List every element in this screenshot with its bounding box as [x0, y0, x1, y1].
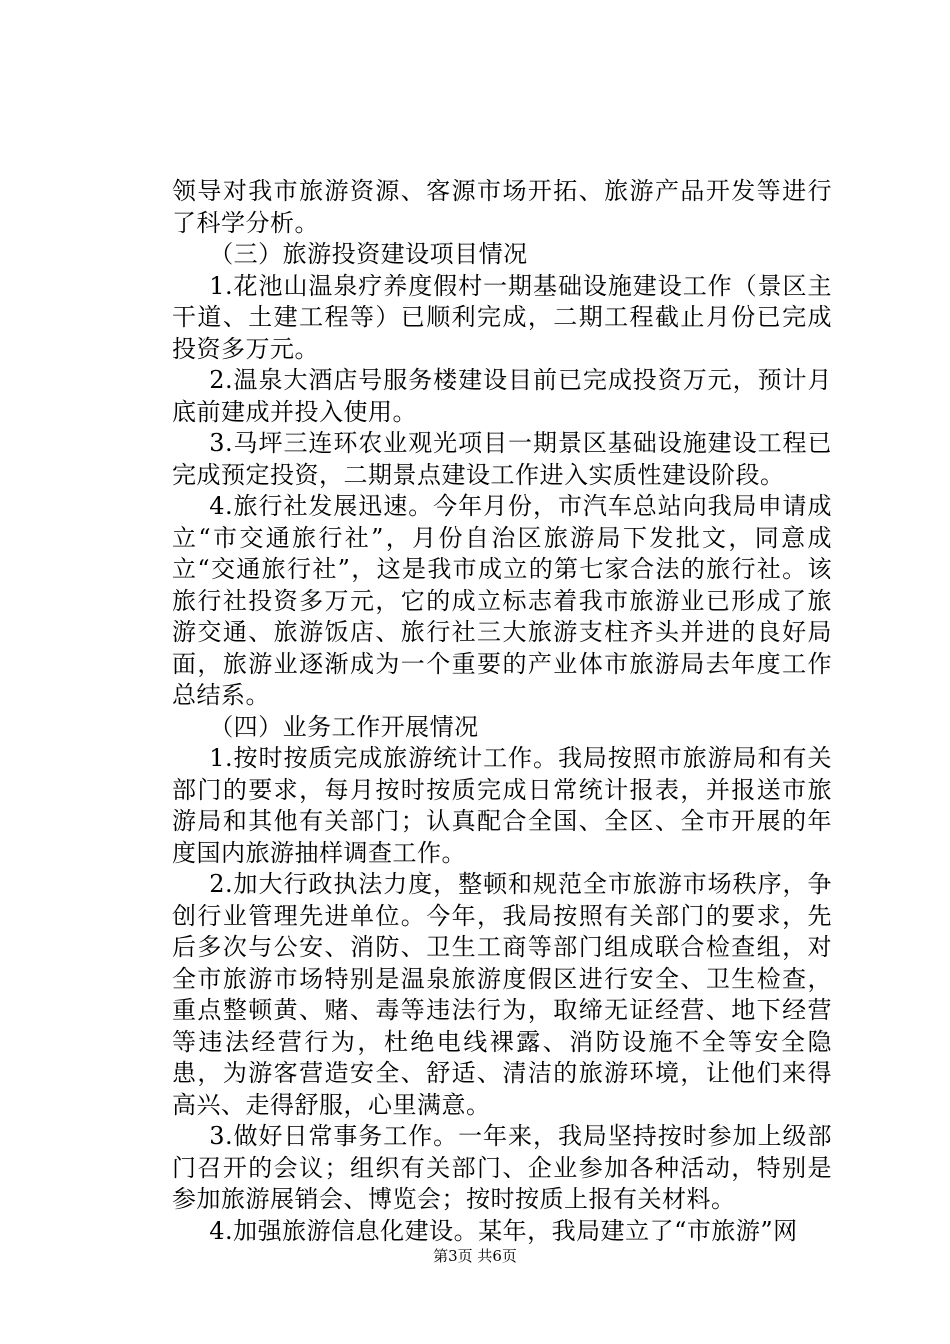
list-item-project-1: 1.花池山温泉疗养度假村一期基础设施建设工作（景区主干道、土建工程等）已顺利完成，二期工程截止月份已完成投资多万元。 [172, 271, 832, 363]
list-item-work-3: 3.做好日常事务工作。一年来，我局坚持按时参加上级部门召开的会议；组织有关部门、企业参加各种活动，特别是参加旅游展销会、博览会；按时按质上报有关材料。 [172, 1122, 832, 1213]
list-item-project-3: 3.马坪三连环农业观光项目一期景区基础设施建设工程已完成预定投资，二期景点建设工作进入实质性建设阶段。 [172, 429, 832, 489]
section-heading-business-work: （四）业务工作开展情况 [209, 712, 479, 741]
paragraph-continuation: 领导对我市旅游资源、客源市场开拓、旅游产品开发等进行了科学分析。 [172, 177, 832, 237]
list-item-project-2: 2.温泉大酒店号服务楼建设目前已完成投资万元，预计月底前建成并投入使用。 [172, 366, 832, 426]
page-number-footer: 第3页 共6页 [433, 1247, 517, 1265]
section-heading-investment-projects: （三）旅游投资建设项目情况 [209, 240, 528, 268]
list-item-work-1: 1.按时按质完成旅游统计工作。我局按照市旅游局和有关部门的要求，每月按时按质完成日常统计报表，并报送市旅游局和其他有关部门；认真配合全国、全区、全市开展的年度国内旅游抽样调查工作。 [172, 744, 832, 867]
document-body [172, 176, 832, 1247]
list-item-work-4: 4.加强旅游信息化建设。某年，我局建立了“市旅游”网 [209, 1216, 798, 1245]
list-item-project-4: 4.旅行社发展迅速。今年月份，市汽车总站向我局申请成立“市交通旅行社”，月份自治区旅游局下发批文，同意成立“交通旅行社”，这是我市成立的第七家合法的旅行社。该旅行社投资多万元，它的成立标志着我市旅游业已形成了旅游交通、旅游饭店、旅行社三大旅游支柱齐头并进的良好局面，旅游业逐渐成为一个重要的产业体市旅游局去年度工作总结系。 [172, 492, 832, 709]
list-item-work-2: 2.加大行政执法力度，整顿和规范全市旅游市场秩序，争创行业管理先进单位。今年，我局按照有关部门的要求，先后多次与公安、消防、卫生工商等部门组成联合检查组，对全市旅游市场特别是温泉旅游度假区进行安全、卫生检查，重点整顿黄、赌、毒等违法行为，取缔无证经营、地下经营等违法经营行为，杜绝电线裸露、消防设施不全等安全隐患，为游客营造安全、舒适、清洁的旅游环境，让他们来得高兴、走得舒服，心里满意。 [172, 870, 832, 1119]
